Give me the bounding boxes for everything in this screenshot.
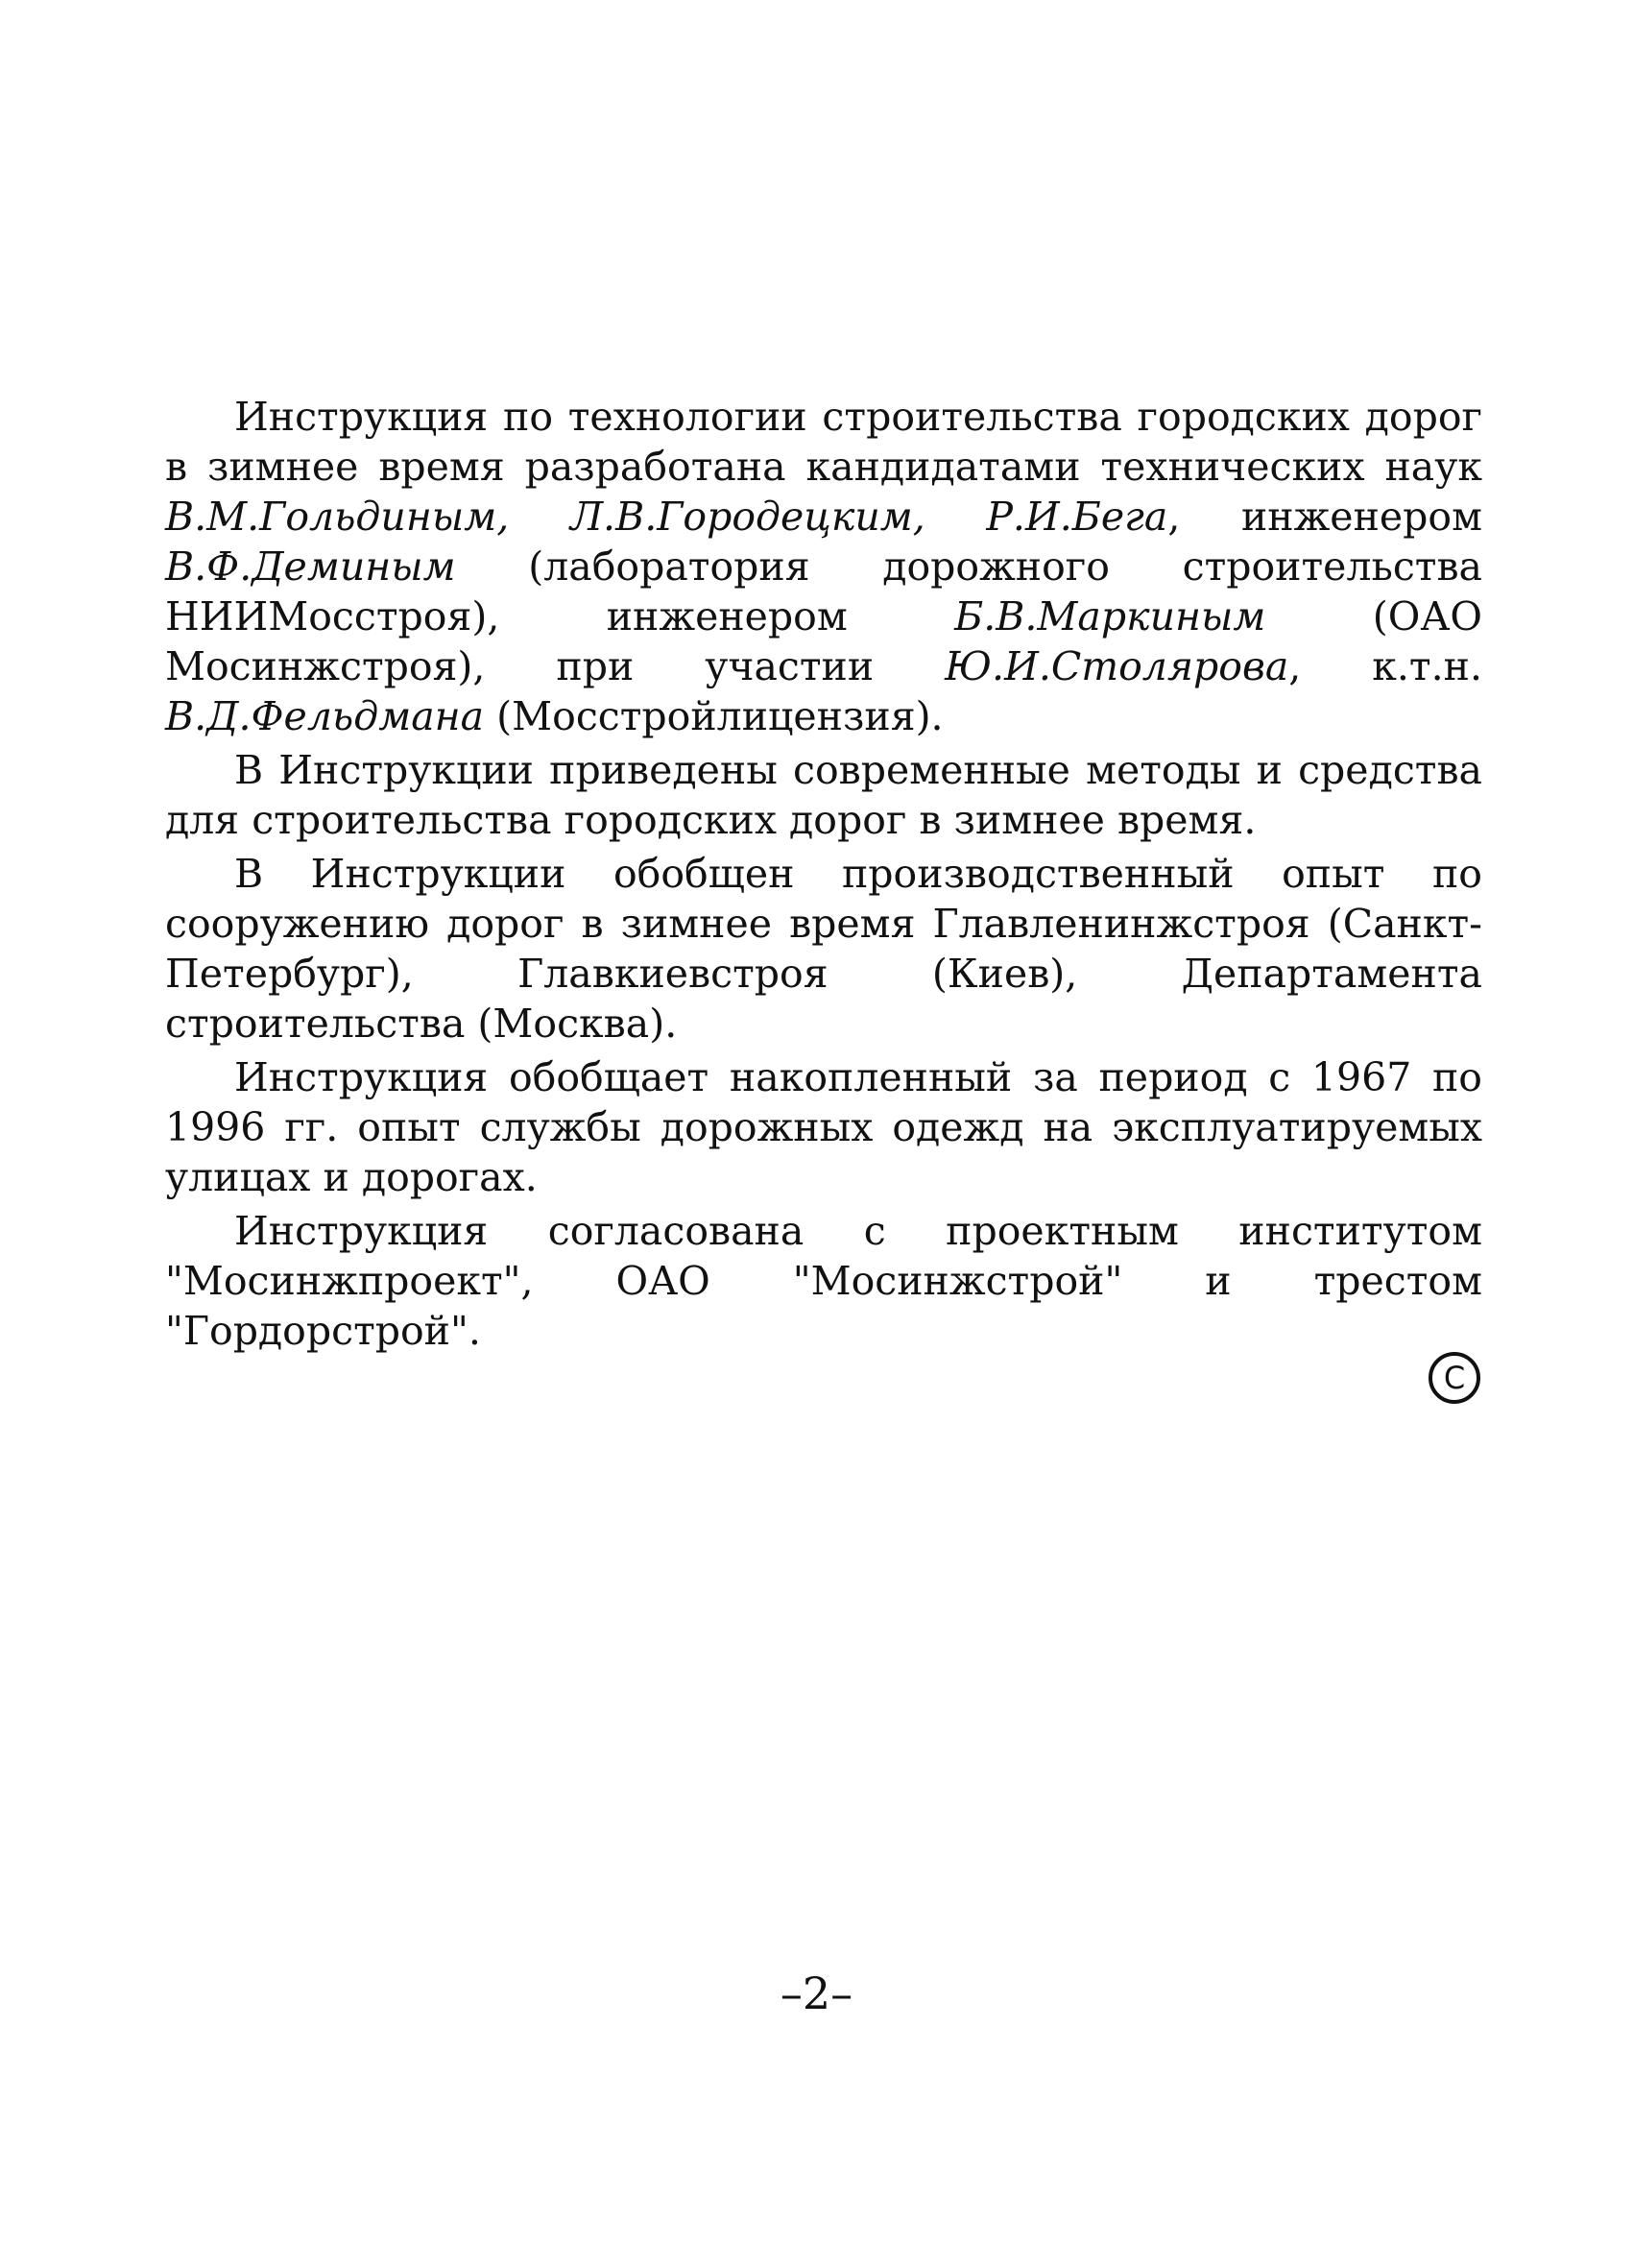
- text-segment: (ОАО Мосинжстроя), при участии: [165, 593, 1482, 689]
- copyright-icon: [1429, 1352, 1480, 1404]
- author-name: Б.В.Маркиным: [954, 593, 1266, 639]
- text-segment: Инструкция обобщает накопленный за период с 1967 по 1996 гг. опыт службы дорожных одежд на эксплуатируемых улицах и дорогах.: [165, 1054, 1482, 1200]
- text-segment: , к.т.н.: [1288, 643, 1482, 689]
- text-segment: Инструкция по технологии строительства городских дорог в зимнее время разработана кандидатами технических наук: [165, 394, 1482, 490]
- text-segment: (лаборатория дорожного строительства НИИМосстроя), инженером: [165, 543, 1482, 639]
- paragraph-approval: [165, 1206, 1482, 1356]
- paragraph-methods: [165, 745, 1482, 845]
- paragraph-authors: [165, 392, 1482, 741]
- paragraph-experience: [165, 849, 1482, 1049]
- text-segment: В Инструкции обобщен производственный опыт по сооружению дорог в зимнее время Главленинжстроя (Санкт-Петербург), Главкиевстроя (Киев), Департамента строительства (Москва).: [165, 851, 1482, 1047]
- paragraph-period: [165, 1052, 1482, 1202]
- author-name: В.Ф.Деминым: [165, 543, 456, 590]
- text-segment: Инструкция согласована с проектным институтом "Мосинжпроект", ОАО "Мосинжстрой" и трестом "Гордорстрой".: [165, 1208, 1482, 1354]
- author-name: В.Д.Фельдмана: [165, 693, 485, 739]
- page-number: –2–: [780, 1967, 853, 2019]
- copyright-letter: C: [1443, 1360, 1466, 1396]
- body-text: [165, 392, 1482, 1360]
- author-names: В.М.Гольдиным, Л.В.Городецким, Р.И.Бега: [165, 494, 1168, 540]
- text-segment: (Мосстройлицензия).: [484, 693, 944, 739]
- text-segment: , инженером: [1167, 494, 1482, 540]
- author-name: Ю.И.Столярова: [945, 643, 1289, 689]
- text-segment: В Инструкции приведены современные методы и средства для строительства городских дорог в зимнее время.: [165, 747, 1482, 843]
